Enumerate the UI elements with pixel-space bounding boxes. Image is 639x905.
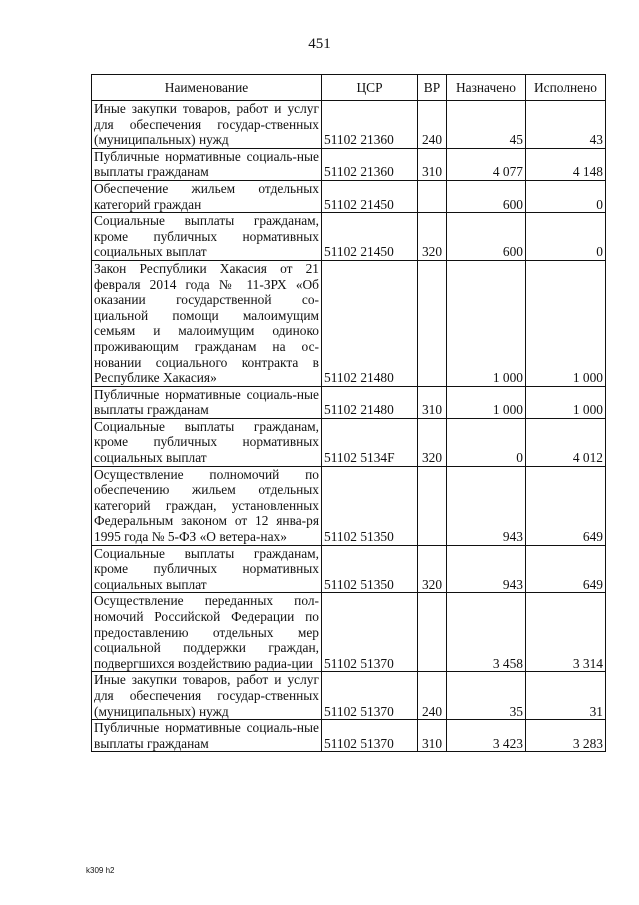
row-name: Публичные нормативные социаль-ные выплаты гражданам xyxy=(92,148,322,180)
row-assigned: 1 000 xyxy=(447,260,526,386)
table-row xyxy=(92,386,606,418)
row-vr: 240 xyxy=(418,101,447,149)
table-row xyxy=(92,720,606,752)
row-csr: 51102 51370 xyxy=(322,593,418,672)
row-vr: 320 xyxy=(418,545,447,593)
row-vr: 320 xyxy=(418,418,447,466)
row-assigned: 600 xyxy=(447,180,526,212)
row-csr: 51102 5134F xyxy=(322,418,418,466)
table-header-row xyxy=(92,75,606,101)
row-csr: 51102 51350 xyxy=(322,545,418,593)
row-csr: 51102 51370 xyxy=(322,720,418,752)
row-csr: 51102 51370 xyxy=(322,672,418,720)
table-body xyxy=(92,101,606,752)
row-name: Иные закупки товаров, работ и услуг для обеспечения государ-ственных (муниципальных) нужд xyxy=(92,672,322,720)
table-row xyxy=(92,148,606,180)
row-name: Социальные выплаты гражданам, кроме публичных нормативных социальных выплат xyxy=(92,213,322,261)
table-row xyxy=(92,672,606,720)
header-csr: ЦСР xyxy=(322,75,418,101)
row-vr xyxy=(418,466,447,545)
table-row xyxy=(92,418,606,466)
row-name: Иные закупки товаров, работ и услуг для обеспечения государ-ственных (муниципальных) нужд xyxy=(92,101,322,149)
row-name: Обеспечение жильем отдельных категорий граждан xyxy=(92,180,322,212)
row-assigned: 943 xyxy=(447,545,526,593)
row-csr: 51102 21360 xyxy=(322,148,418,180)
header-executed: Исполнено xyxy=(526,75,606,101)
table-row xyxy=(92,213,606,261)
row-vr xyxy=(418,593,447,672)
row-vr xyxy=(418,180,447,212)
table-row xyxy=(92,545,606,593)
row-csr: 51102 21450 xyxy=(322,213,418,261)
row-executed: 649 xyxy=(526,545,606,593)
row-executed: 649 xyxy=(526,466,606,545)
row-executed: 0 xyxy=(526,213,606,261)
row-csr: 51102 21360 xyxy=(322,101,418,149)
header-assigned: Назначено xyxy=(447,75,526,101)
page-number: 451 xyxy=(308,36,331,52)
table-row xyxy=(92,180,606,212)
row-assigned: 3 423 xyxy=(447,720,526,752)
row-csr: 51102 21450 xyxy=(322,180,418,212)
header-vr: ВР xyxy=(418,75,447,101)
row-assigned: 35 xyxy=(447,672,526,720)
row-csr: 51102 21480 xyxy=(322,260,418,386)
row-assigned: 4 077 xyxy=(447,148,526,180)
row-executed: 1 000 xyxy=(526,386,606,418)
row-name: Осуществление полномочий по обеспечению жильем отдельных категорий граждан, установленных Федеральным законом от 12 янва-ря 1995 года № 5-ФЗ «О ветера-нах» xyxy=(92,466,322,545)
row-vr xyxy=(418,260,447,386)
row-executed: 3 314 xyxy=(526,593,606,672)
row-executed: 3 283 xyxy=(526,720,606,752)
row-assigned: 3 458 xyxy=(447,593,526,672)
row-vr: 310 xyxy=(418,386,447,418)
row-csr: 51102 51350 xyxy=(322,466,418,545)
budget-table xyxy=(91,74,606,752)
row-name: Социальные выплаты гражданам, кроме публичных нормативных социальных выплат xyxy=(92,418,322,466)
row-assigned: 600 xyxy=(447,213,526,261)
row-vr: 310 xyxy=(418,720,447,752)
row-vr: 320 xyxy=(418,213,447,261)
table-row xyxy=(92,593,606,672)
row-executed: 1 000 xyxy=(526,260,606,386)
row-name: Публичные нормативные социаль-ные выплаты гражданам xyxy=(92,720,322,752)
row-assigned: 943 xyxy=(447,466,526,545)
row-name: Публичные нормативные социаль-ные выплаты гражданам xyxy=(92,386,322,418)
row-name: Осуществление переданных пол-номочий Российской Федерации по предоставлению отдельных мер социальной поддержки граждан, подвергшихся воздействию радиа-ции xyxy=(92,593,322,672)
table-row xyxy=(92,466,606,545)
row-vr: 310 xyxy=(418,148,447,180)
row-executed: 0 xyxy=(526,180,606,212)
row-vr: 240 xyxy=(418,672,447,720)
row-name: Социальные выплаты гражданам, кроме публичных нормативных социальных выплат xyxy=(92,545,322,593)
footer-mark: k309 h2 xyxy=(86,866,115,875)
table-row xyxy=(92,101,606,149)
row-csr: 51102 21480 xyxy=(322,386,418,418)
row-assigned: 1 000 xyxy=(447,386,526,418)
header-name: Наименование xyxy=(92,75,322,101)
row-name: Закон Республики Хакасия от 21 февраля 2014 года № 11-ЗРХ «Об оказании государственной со-циальной помощи малоимущим семьям и малоимущим одиноко проживающим гражданам на ос-новании социального контракта в Республике Хакасия» xyxy=(92,260,322,386)
table-row xyxy=(92,260,606,386)
row-executed: 4 012 xyxy=(526,418,606,466)
row-assigned: 0 xyxy=(447,418,526,466)
row-executed: 4 148 xyxy=(526,148,606,180)
row-executed: 31 xyxy=(526,672,606,720)
row-assigned: 45 xyxy=(447,101,526,149)
row-executed: 43 xyxy=(526,101,606,149)
